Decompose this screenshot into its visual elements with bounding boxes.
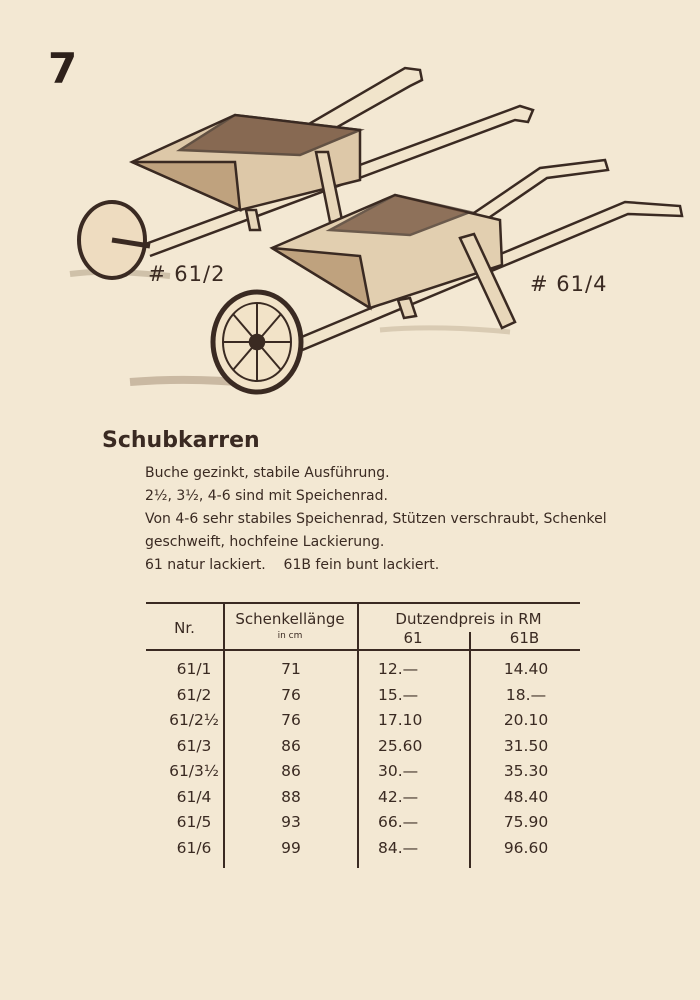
table-row: [146, 686, 580, 712]
cell-price-61b: 18.—: [505, 685, 547, 704]
cell-price-61: 12.—: [378, 660, 419, 678]
cell-length: 76: [281, 711, 301, 729]
header-length-unit: in cm: [277, 631, 303, 641]
cell-length: 99: [281, 838, 301, 857]
cell-price-61b: 31.50: [503, 736, 549, 755]
cell-price-61: 30.—: [378, 762, 419, 780]
header-nr: Nr.: [174, 619, 195, 637]
cell-nr: 61/2: [176, 685, 212, 704]
cell-price-61b: 14.40: [503, 660, 549, 678]
cell-nr: 61/3½: [169, 762, 219, 780]
table-row: [146, 711, 580, 737]
price-table: [146, 602, 580, 868]
cell-nr: 61/1: [176, 660, 212, 678]
description-line: geschweift, hochfeine Lackierung.: [145, 534, 385, 550]
cell-length: 76: [281, 685, 301, 704]
cell-price-61: 42.—: [378, 787, 419, 806]
description: [145, 462, 625, 577]
page-number: 7: [48, 44, 78, 93]
cell-length: 93: [281, 813, 301, 831]
table-row: [146, 660, 580, 686]
description-line: Von 4-6 sehr stabiles Speichenrad, Stützen verschraubt, Schenkel: [145, 511, 607, 527]
cell-price-61b: 35.30: [503, 762, 549, 780]
description-line: Buche gezinkt, stabile Ausführung.: [145, 465, 390, 481]
cell-price-61: 66.—: [378, 813, 419, 831]
cell-price-61b: 96.60: [503, 838, 549, 857]
label-61-4: # 61/4: [530, 272, 608, 296]
cell-price-61: 17.10: [378, 711, 423, 729]
section-title: Schubkarren: [102, 428, 260, 453]
cell-length: 86: [281, 736, 301, 755]
header-length: Schenkellänge: [235, 610, 345, 628]
table-row: [146, 839, 580, 865]
table-row: [146, 737, 580, 763]
cell-price-61: 15.—: [378, 685, 419, 704]
cell-nr: 61/6: [176, 838, 212, 857]
description-line: 2½, 3½, 4-6 sind mit Speichenrad.: [145, 488, 388, 504]
cell-nr: 61/4: [176, 787, 212, 806]
cell-nr: 61/3: [176, 736, 212, 755]
table-row: [146, 762, 580, 788]
label-61-2: # 61/2: [148, 262, 226, 286]
table-row: [146, 788, 580, 814]
table-top-rule: [146, 602, 580, 604]
cell-length: 86: [281, 762, 301, 780]
cell-nr: 61/5: [176, 813, 212, 831]
header-price: Dutzendpreis in RM: [395, 610, 542, 628]
table-row: [146, 813, 580, 839]
cell-length: 88: [281, 787, 301, 806]
description-line: 61 natur lackiert. 61B fein bunt lackiert.: [145, 557, 440, 573]
header-price-61: 61: [403, 629, 423, 647]
cell-nr: 61/2½: [169, 711, 219, 729]
cell-length: 71: [281, 660, 301, 678]
wheelbarrow-illustration: [60, 60, 700, 410]
cell-price-61: 84.—: [378, 838, 419, 857]
header-price-61b: 61B: [509, 629, 540, 647]
cell-price-61b: 20.10: [503, 711, 549, 729]
cell-price-61b: 75.90: [503, 813, 549, 831]
table-header-rule: [146, 649, 580, 651]
cell-price-61: 25.60: [378, 736, 423, 755]
cell-price-61b: 48.40: [503, 787, 549, 806]
